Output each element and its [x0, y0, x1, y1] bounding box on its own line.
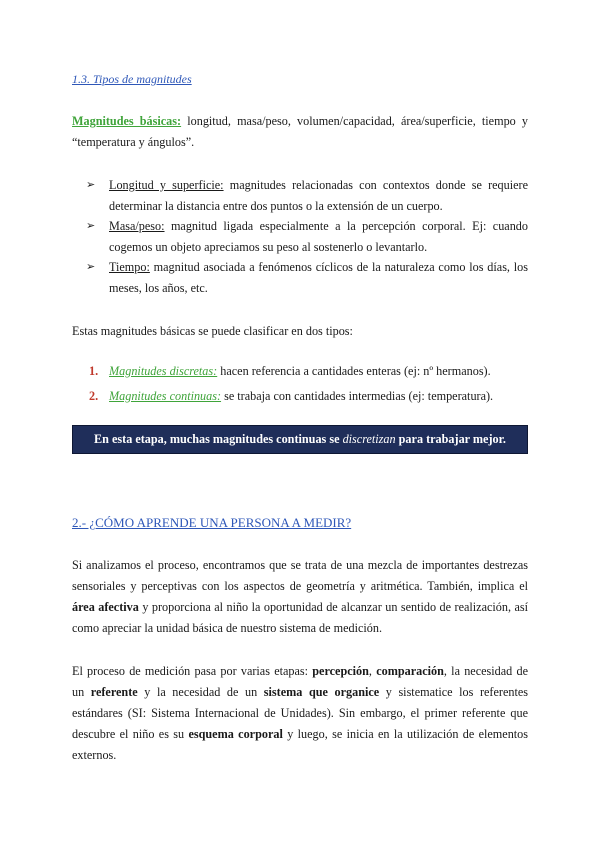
- list-number: 2.: [89, 389, 99, 403]
- list-item: [72, 175, 528, 216]
- para-bold: comparación: [376, 664, 444, 678]
- basic-magnitudes-text: longitud, masa/peso, volumen/capacidad, área/superficie, tiempo y “temperatura y ángulos”.: [72, 114, 529, 149]
- bullet-list: [72, 175, 528, 298]
- list-number: 1.: [89, 364, 99, 378]
- banner-text-after: para trabajar mejor.: [395, 432, 506, 446]
- list-item: [72, 257, 528, 298]
- paragraph-stages: [72, 661, 528, 766]
- basic-magnitudes-label: Magnitudes básicas:: [72, 114, 182, 128]
- banner-text-italic: discretizan: [342, 432, 396, 446]
- para-text: y sistematice los referentes estándares (SI: Sistema Internacional de Unidades). Sin embargo, el primer referente que descubre el niño es su: [72, 685, 528, 741]
- bullet-text: magnitudes relacionadas con contextos donde se requiere determinar la distancia entre dos puntos o la extensión de un cuerpo.: [109, 178, 528, 213]
- para-text: El proceso de medición pasa por varias etapas:: [72, 664, 313, 678]
- list-item: [72, 359, 528, 384]
- para-bold: referente: [90, 685, 138, 699]
- bullet-term: Tiempo:: [109, 260, 150, 274]
- type-term: Magnitudes discretas:: [109, 364, 218, 378]
- highlight-banner: [72, 425, 528, 454]
- para-bold: esquema corporal: [188, 727, 283, 741]
- arrow-bullet-icon: ➢: [86, 219, 96, 232]
- para-text: y la necesidad de un: [137, 685, 264, 699]
- banner-text-before: En esta etapa, muchas magnitudes continuas se: [94, 432, 343, 446]
- list-item: [72, 216, 528, 257]
- paragraph-process: [72, 555, 528, 639]
- arrow-bullet-icon: ➢: [86, 260, 96, 273]
- bullet-term: Masa/peso:: [109, 219, 165, 233]
- classify-paragraph: Estas magnitudes básicas se puede clasificar en dos tipos:: [72, 324, 353, 338]
- para-text: Si analizamos el proceso, encontramos que se trata de una mezcla de importantes destrezas sensoriales y perceptivas con los aspectos de geometría y aritmética. También, implica el: [72, 558, 528, 593]
- section-heading: 2.- ¿CÓMO APRENDE UNA PERSONA A MEDIR?: [72, 515, 352, 530]
- section-title: 1.3. Tipos de magnitudes: [72, 72, 192, 86]
- types-list: [72, 359, 528, 409]
- list-item: [72, 384, 528, 409]
- type-text: se trabaja con cantidades intermedias (ej: temperatura).: [221, 389, 494, 403]
- para-bold: área afectiva: [72, 600, 139, 614]
- type-text: hacen referencia a cantidades enteras (ej: nº hermanos).: [217, 364, 491, 378]
- arrow-bullet-icon: ➢: [86, 178, 96, 191]
- bullet-text: magnitud asociada a fenómenos cíclicos de la naturaleza como los días, los meses, los años, etc.: [109, 260, 528, 295]
- type-term: Magnitudes continuas:: [109, 389, 222, 403]
- para-bold: percepción: [312, 664, 369, 678]
- para-text: y proporciona al niño la oportunidad de alcanzar un sentido de realización, así como apreciar la unidad básica de nuestro sistema de medición.: [72, 600, 529, 635]
- basic-magnitudes-paragraph: [72, 111, 528, 153]
- para-text: y luego, se inicia en la utilización de elementos externos.: [72, 727, 529, 762]
- para-bold: sistema que organice: [263, 685, 380, 699]
- bullet-text: magnitud ligada especialmente a la percepción corporal. Ej: cuando cogemos un objeto apreciamos su peso al sostenerlo o levantarlo.: [109, 219, 528, 254]
- bullet-term: Longitud y superficie:: [109, 178, 224, 192]
- para-text: ,: [368, 664, 377, 678]
- para-text: , la necesidad de un: [72, 664, 528, 699]
